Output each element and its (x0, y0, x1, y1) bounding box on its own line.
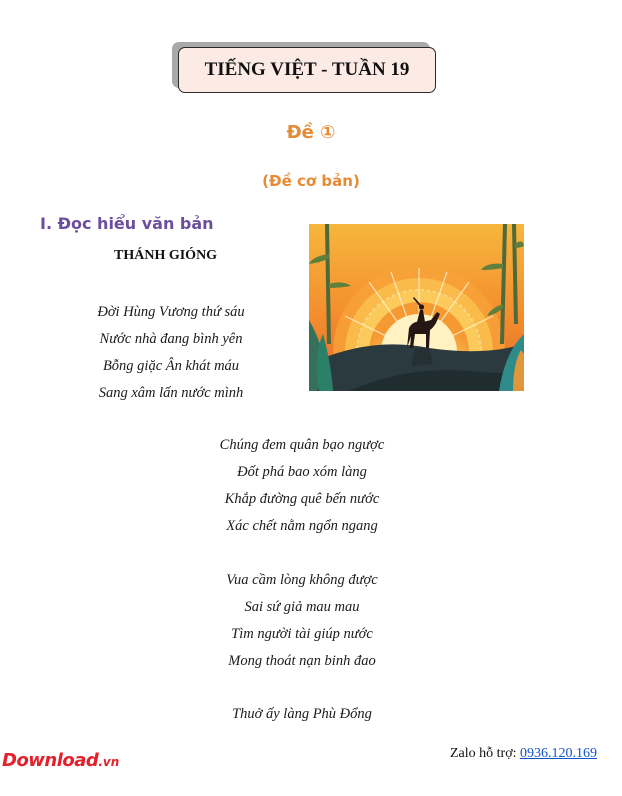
poem-line: Tìm người tài giúp nước (231, 626, 373, 642)
support-label: Zalo hỗ trợ: (450, 746, 517, 761)
poem-line: Sang xâm lấn nước mình (98, 385, 244, 401)
poem-line: Xác chết nằm ngổn ngang (226, 518, 378, 534)
support-phone-link[interactable]: 0936.120.169 (520, 746, 597, 761)
thanh-giong-illustration (309, 224, 524, 391)
poem-line: Đời Hùng Vương thứ sáu (97, 304, 245, 320)
download-vn-logo[interactable] (2, 750, 119, 771)
exam-subtitle: (Đề cơ bản) (262, 172, 360, 190)
poem-stanza-1 (60, 299, 282, 407)
poem-stanza-2 (192, 432, 412, 540)
exam-number-badge: ① (320, 122, 336, 143)
page-title (178, 47, 436, 93)
poem-line: Bỗng giặc Ân khát máu (102, 358, 240, 374)
zalo-support (450, 746, 597, 762)
poem-stanza-4 (192, 701, 412, 728)
poem-line: Thuở ấy làng Phù Đổng (232, 706, 372, 722)
poem-line: Nước nhà đang bình yên (99, 331, 243, 347)
logo-suffix-text: .vn (98, 755, 120, 769)
poem-title: THÁNH GIÓNG (114, 248, 218, 263)
poem-line: Vua cầm lòng không được (226, 572, 378, 588)
exam-label: Đề (286, 122, 314, 143)
poem-line: Đốt phá bao xóm làng (237, 464, 367, 480)
poem-line: Chúng đem quân bạo ngược (219, 437, 385, 453)
poem-line: Mong thoát nạn binh đao (228, 653, 376, 669)
poem-line: Khắp đường quê bến nước (224, 491, 380, 507)
poem-line: Sai sứ giả mau mau (244, 599, 360, 615)
exam-heading (0, 122, 622, 143)
page-title-text: TIẾNG VIỆT - TUẦN 19 (204, 59, 410, 80)
poem-stanza-3 (192, 567, 412, 675)
logo-main-text: Download (2, 750, 99, 771)
section-heading: I. Đọc hiểu văn bản (40, 214, 214, 233)
